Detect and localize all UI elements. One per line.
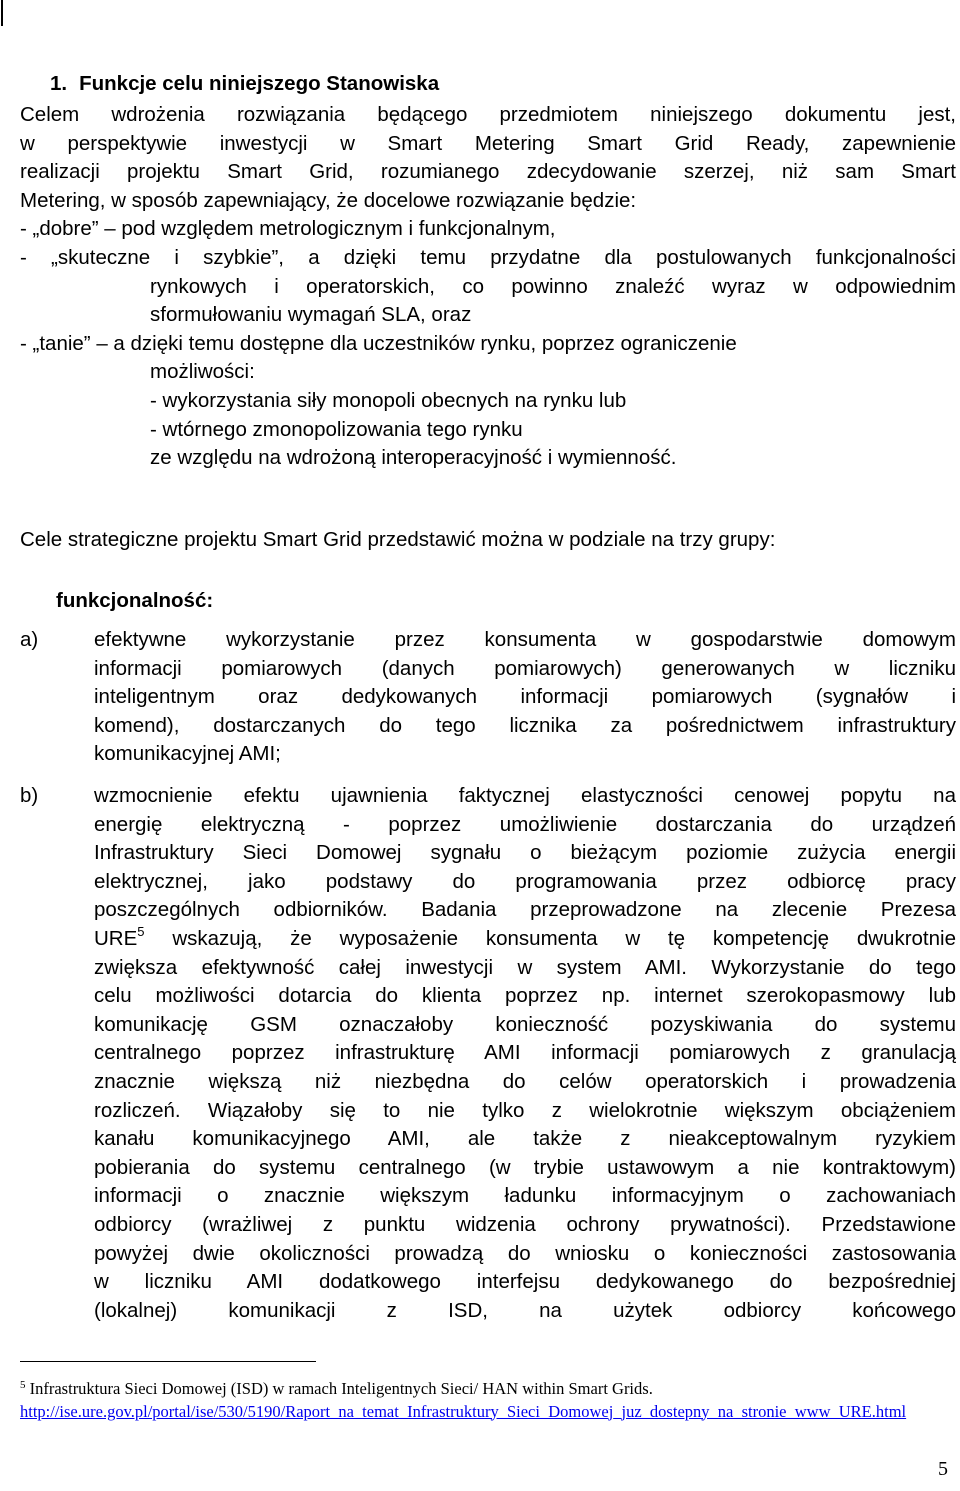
- list-item-line: kanału komunikacyjnego AMI, ale także z nieakceptowalnym ryzykiem: [94, 1127, 956, 1151]
- list-item-line: komunikację GSM oznaczałoby konieczność pozyskiwania do systemu: [94, 1012, 956, 1036]
- list-item-line: Infrastruktury Sieci Domowej sygnału o bieżącym poziomie zużycia energii: [94, 841, 956, 865]
- bullet-cheap: - „tanie” – a dzięki temu dostępne dla uczestników rynku, poprzez ograniczenie: [20, 331, 737, 355]
- bullet-cheap-cont: - wykorzystania siły monopoli obecnych na rynku lub: [150, 388, 627, 412]
- list-item-line: komend), dostarczanych do tego licznika za pośrednictwem infrastruktury: [94, 713, 956, 737]
- bullet-cheap-cont: możliwości:: [150, 360, 255, 384]
- list-item-line: (lokalnej) komunikacji z ISD, na użytek odbiorcy końcowego: [94, 1298, 956, 1322]
- strategic-goals-sentence: Cele strategiczne projektu Smart Grid przedstawić można w podziale na trzy grupy:: [20, 528, 776, 551]
- section-title: Funkcje celu niniejszego Stanowiska: [79, 72, 440, 95]
- list-item-line: powyżej dwie okoliczności prowadzą do wniosku o konieczności zastosowania: [94, 1241, 956, 1265]
- intro-paragraph: [20, 101, 956, 473]
- bullet-cheap-cont: - wtórnego zmonopolizowania tego rynku: [150, 417, 523, 441]
- intro-line: Celem wdrożenia rozwiązania będącego przedmiotem niniejszego dokumentu jest,: [20, 103, 956, 126]
- footnote: [20, 1378, 956, 1423]
- list-item-line: w liczniku AMI dodatkowego interfejsu dedykowanego do bezpośredniej: [94, 1270, 956, 1294]
- page-edge-mark: [1, 0, 3, 26]
- list-item-line: odbiorcy (wrażliwej z punktu widzenia ochrony prywatności). Przedstawione: [94, 1212, 956, 1236]
- ure-text: URE: [94, 926, 138, 950]
- list-item-line-with-footnote-ref: [94, 925, 956, 954]
- list-item-line: informacji o znacznie większym ładunku informacyjnym o zachowaniach: [94, 1184, 956, 1208]
- intro-line: w perspektywie inwestycji w Smart Metering Smart Grid Ready, zapewnienie: [20, 131, 956, 155]
- bullet-cheap-cont: ze względu na wdrożoną interoperacyjność i wymienność.: [150, 446, 677, 470]
- section-heading: [50, 72, 439, 96]
- list-item-b: [20, 782, 956, 1325]
- section-number: 1.: [50, 72, 68, 95]
- list-item-line: pobierania do systemu centralnego (w trybie ustawowym a nie kontraktowym): [94, 1155, 956, 1179]
- list-item-label: b): [20, 784, 39, 807]
- page-number: 5: [938, 1458, 948, 1480]
- footnote-mark: 5: [20, 1379, 26, 1391]
- list-item-line: rozliczeń. Wiązałoby się to nie tylko z wielokrotnie większym obciążeniem: [94, 1098, 956, 1122]
- list-item-line-rest: wskazują, że wyposażenie konsumenta w tę kompetencję dwukrotnie: [144, 926, 956, 950]
- intro-line: Metering, w sposób zapewniający, że docelowe rozwiązanie będzie:: [20, 188, 637, 212]
- footnote-link[interactable]: http://ise.ure.gov.pl/portal/ise/530/5190/Raport_na_temat_Infrastruktury_Sieci_Domowej_juz_dostepny_na_stronie_www_URE.html: [20, 1401, 907, 1421]
- list-item-line: znacznie większą niż niezbędna do celów operatorskich i prowadzenia: [94, 1069, 956, 1093]
- bullet-good: - „dobre” – pod względem metrologicznym i funkcjonalnym,: [20, 217, 556, 241]
- footnote-text: Infrastruktura Sieci Domowej (ISD) w ramach Inteligentnych Sieci/ HAN within Smart Grids.: [25, 1379, 653, 1398]
- list-item-line: energię elektryczną - poprzez umożliwienie dostarczania do urządzeń: [94, 812, 956, 836]
- list-item-line: wzmocnienie efektu ujawnienia faktycznej elastyczności cenowej popytu na: [94, 784, 956, 807]
- list-item-a: [20, 626, 956, 769]
- footnote-reference[interactable]: 5: [137, 923, 145, 939]
- bullet-effective-cont: rynkowych i operatorskich, co powinno znaleźć wyraz w odpowiednim: [150, 274, 956, 298]
- list-item-line: poszczególnych odbiorników. Badania przeprowadzone na zlecenie Prezesa: [94, 898, 956, 922]
- footnote-separator: [20, 1361, 316, 1362]
- list-item-line: informacji pomiarowych (danych pomiarowych) generowanych w liczniku: [94, 656, 956, 680]
- functionality-heading: funkcjonalność:: [56, 589, 214, 612]
- list-item-line: efektywne wykorzystanie przez konsumenta w gospodarstwie domowym: [94, 628, 956, 651]
- bullet-effective-cont: sformułowaniu wymagań SLA, oraz: [150, 303, 472, 327]
- bullet-effective: - „skuteczne i szybkie”, a dzięki temu przydatne dla postulowanych funkcjonalności: [20, 245, 956, 269]
- list-item-label: a): [20, 628, 39, 651]
- list-item-line: elektrycznej, jako podstawy do programowania przez odbiorcę pracy: [94, 869, 956, 893]
- list-item-line: inteligentnym oraz dedykowanych informacji pomiarowych (sygnałów i: [94, 685, 956, 709]
- intro-line: realizacji projektu Smart Grid, rozumianego zdecydowanie szerzej, niż sam Smart: [20, 160, 956, 184]
- list-item-line: komunikacyjnej AMI;: [94, 742, 281, 766]
- list-item-line: zwiększa efektywność całej inwestycji w system AMI. Wykorzystanie do tego: [94, 955, 956, 979]
- list-item-line: celu możliwości dotarcia do klienta poprzez np. internet szerokopasmowy lub: [94, 984, 956, 1008]
- list-item-line: centralnego poprzez infrastrukturę AMI informacji pomiarowych z granulacją: [94, 1041, 956, 1065]
